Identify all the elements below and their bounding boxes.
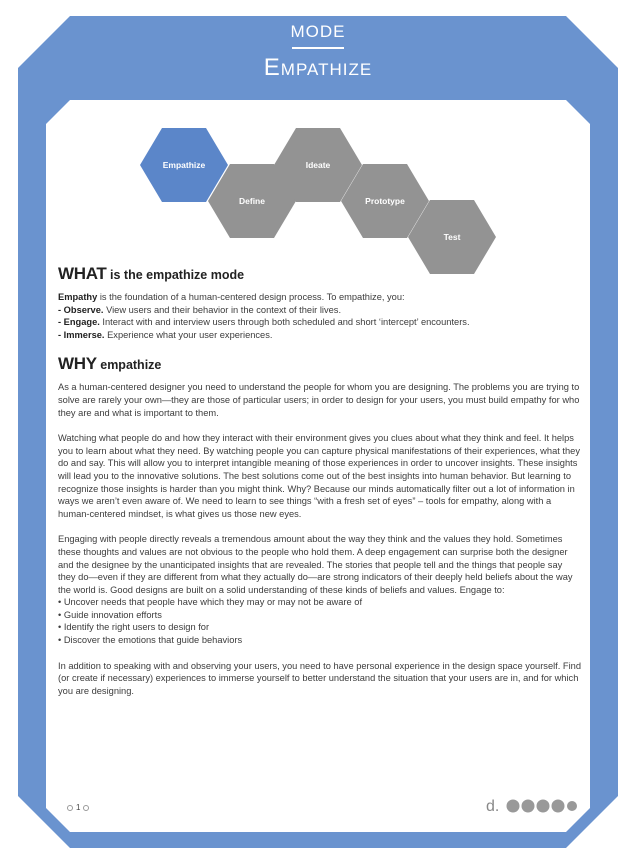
logo-d-text: d. xyxy=(486,798,500,815)
why-closing-paragraph: In addition to speaking with and observing your users, you need to have personal experience in the design space yourself. Find (or create if necessary) experiences to immerse yourself to better understand the situation that your users are in, and for which you are designing. xyxy=(58,660,582,696)
logo-circle xyxy=(551,799,565,813)
list-item: • Guide innovation efforts xyxy=(58,609,162,620)
why-heading xyxy=(58,354,582,375)
why-paragraph-2: Watching what people do and how they interact with their environment gives you clues about what they think and feel. It helps you to learn about what they need. By watching people you can capture physical manifestations of their experiences, what they do and say. This will allow you to interpret intangible meaning of those experiences in order to uncover insights. These insights will lead you to the innovative solutions. The best solutions come out of the best insights into human behavior. But learning to recognize those insights is harder than you might think. Why? Because our minds automatically filter out a lot of information in ways we aren’t even aware of. We need to learn to see things “with a fresh set of eyes” – tools for empathy, along with a human-centered mindset, is what gives us those new eyes. xyxy=(58,433,580,519)
list-item: • Discover the emotions that guide behaviors xyxy=(58,635,243,646)
what-item-observe-text: View users and their behavior in the context of their lives. xyxy=(103,304,342,315)
what-item-observe-term: - Observe. xyxy=(58,304,104,315)
why-heading-big: WHY xyxy=(58,354,97,374)
what-intro-term: Empathy xyxy=(58,292,98,302)
why-paragraph-3: Engaging with people directly reveals a tremendous amount about the way they think and the values they hold. Sometimes these thoughts and values are not obvious to the people who hold them. A deep engagement can surprise both the designer and the designee by the unanticipated insights that are revealed. The stories that people tell and the things that people say they do—even if they are different from what they actually do—are strong indicators of their deeply held beliefs about the way the world is. Good designs are built on a solid understanding of these kinds of beliefs and values. Engage to: xyxy=(58,534,573,595)
list-item: • Identify the right users to design for xyxy=(58,622,210,633)
logo-circle xyxy=(521,799,535,813)
what-item-engage-term: - Engage. xyxy=(58,317,100,328)
hex-define-label: Define xyxy=(239,196,265,206)
header-divider xyxy=(292,47,344,49)
what-item-immerse-text: Experience what your user experiences. xyxy=(104,329,273,340)
document-body xyxy=(58,264,582,710)
why-paragraph-1: As a human-centered designer you need to understand the people for whom you are designing. The problems you are trying to solve are rarely your own—they are those of particular users; in order to design for your users, you must build empathy for who they are and what is important to them. xyxy=(58,382,580,418)
logo-circle xyxy=(567,801,578,812)
dschool-logo xyxy=(486,796,578,816)
engage-list xyxy=(58,596,582,646)
hex-ideate-label: Ideate xyxy=(305,160,331,170)
logo-circle xyxy=(536,799,550,813)
hex-prototype-label: Prototype xyxy=(365,196,405,206)
why-heading-rest: empathize xyxy=(96,358,162,373)
what-heading-big: WHAT xyxy=(58,264,107,283)
what-item-engage-text: Interact with and interview users through both scheduled and short ‘intercept’ encounters. xyxy=(99,317,470,328)
page-number-text: 1 xyxy=(76,803,81,812)
logo-circle xyxy=(506,799,520,813)
page-title: Empathize xyxy=(263,54,373,81)
page-number xyxy=(64,803,92,812)
hex-test-label: Test xyxy=(443,232,461,242)
logo-circles xyxy=(506,799,578,813)
page-dot-right xyxy=(83,805,89,811)
page-dot-left xyxy=(67,805,73,811)
what-heading xyxy=(58,264,582,285)
what-item-immerse-term: - Immerse. xyxy=(58,329,105,340)
what-heading-rest: is the empathize mode xyxy=(106,268,245,282)
what-intro-text: is the foundation of a human-centered design process. To empathize, you: xyxy=(97,292,405,302)
what-paragraph xyxy=(58,291,582,341)
hex-empathize-label: Empathize xyxy=(162,160,206,170)
list-item: • Uncover needs that people have which they may or may not be aware of xyxy=(58,597,363,608)
header-mode-label: MODE xyxy=(290,22,346,41)
